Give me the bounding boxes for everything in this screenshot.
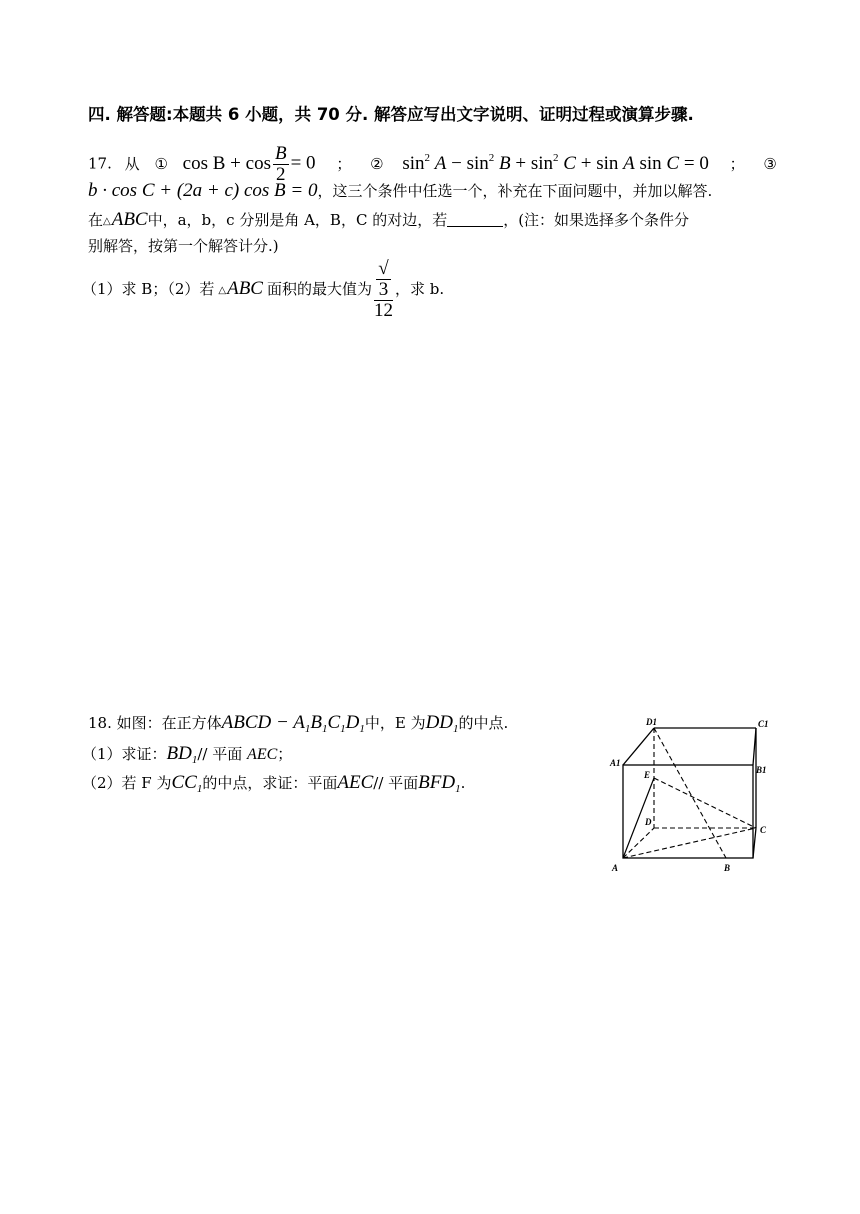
- diagonal-d1-b: [654, 728, 726, 858]
- q17-frac-den: 12: [374, 300, 393, 321]
- triangle-symbol: △: [103, 216, 111, 227]
- q17-cond1-num: B: [274, 143, 287, 164]
- q18-line1-pre: 18. 如图：在正方体: [88, 714, 222, 732]
- q17-line3-post: 中，a，b，c 分别是角 A，B，C 的对边，若: [147, 211, 448, 229]
- segment-a-c: [623, 828, 756, 858]
- q17-line2-text: ，这三个条件中任选一个，补充在下面问题中，并加以解答.: [317, 182, 713, 200]
- label-d1: D1: [646, 717, 657, 727]
- q17-cond1-fraction: [273, 144, 289, 185]
- q17-sep2: ；: [729, 154, 745, 173]
- q18-line1-mid: 中，E 为: [364, 714, 426, 732]
- label-c1: C1: [758, 719, 769, 729]
- cube-figure: [608, 715, 778, 875]
- q17-circ2: ②: [370, 154, 384, 173]
- q17-number: 17.: [88, 154, 112, 173]
- q18-bd1: $BD_1$: [166, 743, 198, 766]
- q17-circ3: ③: [763, 154, 777, 173]
- q17-area-fraction: [374, 259, 393, 321]
- q17-line3-pre: 在: [88, 211, 104, 229]
- q17-frac-num: √ 3: [374, 259, 393, 301]
- q18-line-1: [88, 713, 508, 739]
- q17-abc: ABC: [111, 209, 148, 230]
- triangle-symbol-2: △: [218, 285, 227, 296]
- q18-l3-mid: 的中点，求证：平面: [202, 774, 338, 792]
- q18-l2-post: ；: [277, 745, 293, 763]
- label-c: C: [760, 825, 767, 835]
- q17-cond1-right: = 0: [290, 152, 316, 174]
- q18-l2-pre: （1）求证：: [82, 745, 167, 763]
- answer-blank: [447, 212, 503, 227]
- q18-l3-par: // 平面: [373, 774, 419, 792]
- q17-parts: [82, 258, 445, 321]
- label-d: D: [645, 817, 652, 827]
- q18-line-3: [82, 773, 465, 799]
- q18-l2-mid: // 平面: [197, 745, 243, 763]
- edge-a1-d1: [623, 728, 654, 765]
- q18-aec: AEC: [247, 746, 278, 763]
- q18-line-2: [82, 744, 292, 770]
- q17-line-4: 别解答，按第一个解答计分.): [88, 237, 279, 255]
- q17-line3-note: ，(注：如果选择多个条件分: [503, 211, 690, 229]
- q17-cond3: b · cos C + (2a + c) cos B = 0: [88, 180, 318, 201]
- label-b: B: [724, 863, 731, 873]
- q18-cube-name: ABCD − $A_1B_1C_1D_1$: [221, 712, 365, 735]
- q18-aec-2: AEC: [337, 772, 374, 793]
- q18-l3-pre: （2）若 F 为: [82, 774, 172, 792]
- q17-circ1: ①: [154, 154, 168, 173]
- q18-l3-post: .: [460, 774, 466, 792]
- section-heading: 四. 解答题:本题共 6 小题，共 70 分. 解答应写出文字说明、证明过程或演算步骤.: [88, 105, 694, 124]
- q18-cc1: $CC_1$: [171, 772, 203, 795]
- q17-part1: （1）求 B；（2）若: [82, 280, 215, 298]
- cube-front-face: [623, 765, 753, 858]
- q17-part-end: ，求 b.: [395, 280, 445, 298]
- label-a: A: [612, 863, 619, 873]
- q17-sep1: ；: [336, 154, 352, 173]
- q17-abc-2: ABC: [227, 278, 263, 299]
- q18-line1-post: 的中点.: [458, 714, 509, 732]
- q17-from: 从: [124, 154, 140, 173]
- q18-dd1: $DD_1$: [425, 712, 459, 735]
- q17-part2: 面积的最大值为: [266, 280, 372, 298]
- q17-line-2: [88, 181, 712, 201]
- edge-a-d-hidden: [623, 828, 654, 858]
- q17-frac-radicand: 3: [376, 279, 391, 300]
- label-b1: B1: [756, 765, 767, 775]
- q18-bfd1: $BFD_1$: [418, 772, 461, 795]
- label-a1: A1: [610, 758, 621, 768]
- q17-cond2: $\sin^2 A - \sin^2 B + \sin^2 C + \sin A$ sin C = 0: [402, 151, 709, 174]
- q17-line-3: [88, 210, 689, 232]
- q17-cond1-left: cos B + cos: [182, 152, 271, 174]
- q17-cond1-den: 2: [276, 164, 286, 185]
- label-e: E: [644, 770, 651, 780]
